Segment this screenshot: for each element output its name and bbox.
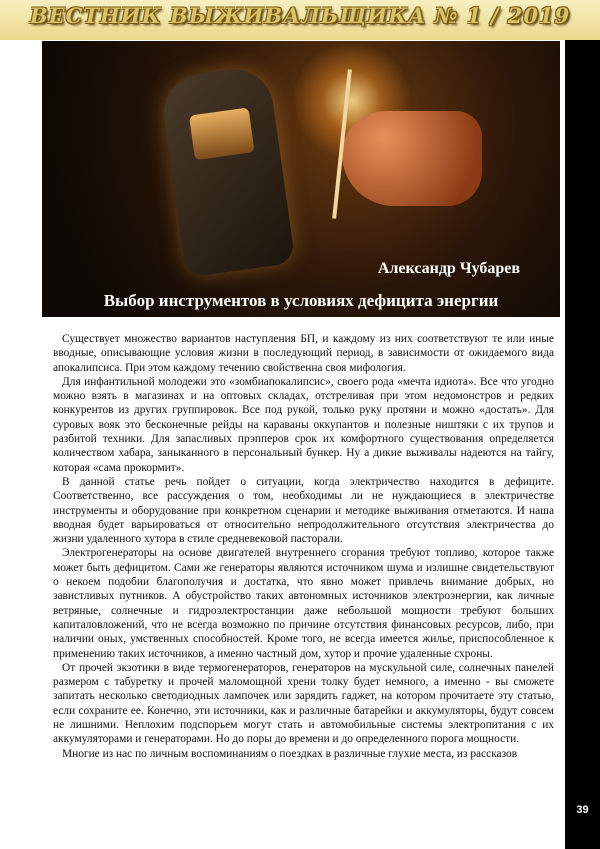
paragraph: Для инфантильной молодежи это «зомбиапокалипсис», своего рода «мечта идиота». Все что угодно можно взять в магазинах и на оптовых складах, отстреливая при этом недомонстров и редких конкурентов из других группировок. Все под рукой, только руку протяни и можно «достать». Для суровых вояк это бесконечные рейды на караваны оккупантов и полезные ништяки с их трупов и разбитой техники. Для запасливых прэпперов срок их комфортного существования определяется количеством хабара, заныканного в персональный бункер. Ну а дикие выживалы надеются на тайгу, которая «сама прокормит». — [53, 375, 554, 474]
article-body — [53, 332, 554, 761]
magazine-header — [0, 0, 600, 40]
paragraph: Многие из нас по личным воспоминаниям о поездках в различные глухие места, из рассказов — [62, 747, 518, 760]
article-photo — [42, 41, 560, 317]
paragraph: В данной статье речь пойдет о ситуации, когда электричество находится в дефиците. Соответственно, все рассуждения о том, необходимы ли не нуждающиеся в электричестве инструменты и оборудование при конкретном сценарии и методике выживания отметаются. И наша вводная будет варьироваться от относительно непродолжительного отсутствия электричества до жизни удаленного хутора в стиле средневековой пасторали. — [53, 475, 554, 546]
electric-meter-image — [159, 64, 296, 277]
meter-dial — [189, 107, 255, 160]
article-title: Выбор инструментов в условиях дефицита энергии — [103, 291, 499, 310]
article-author: Александр Чубарев — [377, 260, 520, 277]
page-sidebar — [565, 40, 600, 849]
hand-image — [342, 111, 482, 206]
magazine-title: ВЕСТНИК ВЫЖИВАЛЬЩИКА № 1 / 2019 — [29, 3, 571, 28]
page-number: 39 — [576, 804, 589, 816]
paragraph: Существует множество вариантов наступления БП, и каждому из них соответствуют те или иные вводные, описывающие условия жизни в последующий период, в зависимости от ожидаемого вида апокалипсиса. При этом каждому течению свойственна своя мифология. — [53, 333, 554, 374]
paragraph: От прочей экзотики в виде термогенераторов, генераторов на мускульной силе, солнечных панелей размером с табуретку и прочей маломощной хрени толку будет немного, а именно - вы сможете запитать несколько светодиодных лампочек или зарядить гаджет, на котором прочитаете эту статью, если сохраните ее. Конечно, эти источники, как и различные батарейки и аккумуляторы, будут совсем не лишними. Неплохим подспорьем могут стать и автомобильные системы электропитания с их аккумуляторами и генераторами. Но до поры до времени и до определенного порога мощности. — [53, 661, 554, 746]
paragraph: Электрогенераторы на основе двигателей внутреннего сгорания требуют топливо, которое также может быть дефицитом. Сами же генераторы являются источником шума и излишне свидетельствуют о некоем подобии благополучия и достатка, что явно может привлечь внимание добрых, но завистливых путников. А обустройство таких автономных источников электроэнергии, как личные ветряные, солнечные и гидроэлектростанции даже небольшой мощности требуют больших капиталовложений, что не всегда возможно по причине отсутствия финансовых ресурсов, либо, при наличии оных, умственных способностей. Кроме того, не всегда имеется жилье, приспособленное к применению таких источников, а именно частный дом, хутор и прочие удаленные схроны. — [53, 547, 554, 660]
